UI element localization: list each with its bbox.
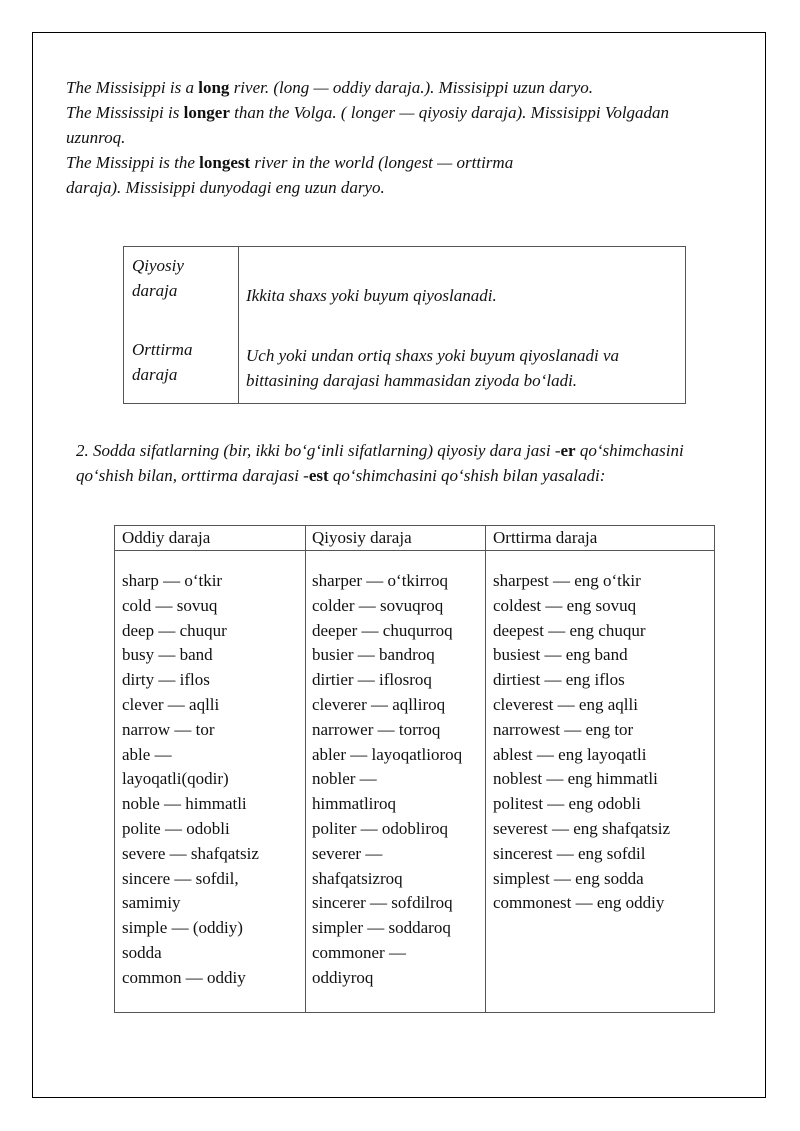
rule-text: qo‘shimchasini qo‘shish bilan, orttirma darajasi - [76, 441, 684, 485]
table-cell-line: dirtier — iflosroq [312, 670, 432, 690]
table-cell-line: deep — chuqur [122, 620, 227, 640]
column-divider [305, 526, 306, 1012]
table-cell-line: clever — aqlli [122, 694, 220, 714]
column-qiyosiy [312, 569, 462, 991]
table-cell-line: able — [122, 744, 172, 764]
definitions-table [123, 246, 686, 404]
example-text: The Missisippi is a [66, 78, 199, 97]
table-cell-line: severe — shafqatsiz [122, 843, 259, 863]
example-text: than the Volga. ( longer — qiyosiy daraja). Missisippi Volgadan uzunroq. [66, 103, 670, 147]
table-cell-line: politer — odobliroq [312, 818, 448, 838]
header-qiyosiy: Qiyosiy daraja [312, 528, 412, 547]
table-cell-line: shafqatsizroq [312, 868, 403, 888]
table-cell-line: himmatliroq [312, 794, 397, 814]
example-text: river in the world (longest — orttirma daraja). Missisippi dunyodagi eng uzun daryo. [66, 153, 514, 197]
table-cell-line: noble — himmatli [122, 794, 247, 814]
table-cell-line: narrowest — eng tor [493, 719, 634, 739]
table-cell-line: samimiy [122, 893, 181, 913]
table-cell-line: cleverer — aqlliroq [312, 694, 446, 714]
column-divider [485, 526, 486, 1012]
table-cell-line: dirty — iflos [122, 670, 210, 690]
table-cell-line: sodda [122, 942, 162, 962]
header-orttirma: Orttirma daraja [493, 528, 598, 547]
table-cell-line: simplest — eng sodda [493, 868, 644, 888]
table-cell-line: coldest — eng sovuq [493, 595, 637, 615]
table-cell-line: noblest — eng himmatli [493, 769, 658, 789]
table-cell-line: nobler — [312, 769, 377, 789]
rule-paragraph [76, 438, 696, 488]
definition-desc: Uch yoki undan ortiq shaxs yoki buyum qiyoslanadi va bittasining darajasi hammasidan ziyoda bo‘ladi. [246, 346, 619, 390]
suffix-est: est [308, 466, 329, 485]
table-cell-line: ablest — eng layoqatli [493, 744, 647, 764]
table-cell-line: oddiyroq [312, 967, 374, 987]
table-cell-line: cold — sovuq [122, 595, 218, 615]
table-cell-line: deeper — chuqurroq [312, 620, 453, 640]
table-cell-line: sincerer — sofdilroq [312, 893, 453, 913]
example-keyword: long [198, 78, 230, 97]
example-longest [66, 150, 566, 200]
table-cell-line: busier — bandroq [312, 645, 435, 665]
example-text: The Mississipi is [66, 103, 184, 122]
table-cell-line: abler — layoqatlioroq [312, 744, 463, 764]
table-cell-line: busiest — eng band [493, 645, 628, 665]
table-cell-line: common — oddiy [122, 967, 246, 987]
example-keyword: longer [183, 103, 230, 122]
table-cell-line: sincere — sofdil, [122, 868, 239, 888]
table-cell-line: simpler — soddaroq [312, 918, 451, 938]
table-cell-line: sharp — o‘tkir [122, 571, 223, 590]
table-cell-line: sincerest — eng sofdil [493, 843, 646, 863]
table-cell-line: colder — sovuqroq [312, 595, 444, 615]
example-longer [66, 100, 716, 150]
header-oddiy: Oddiy daraja [122, 528, 211, 547]
column-orttirma [493, 569, 670, 916]
table-divider [238, 247, 239, 403]
table-cell-line: politest — eng odobli [493, 794, 641, 814]
rule-text: qo‘shimchasini qo‘shish bilan yasaladi: [328, 466, 606, 485]
table-cell-line: sharper — o‘tkirroq [312, 571, 448, 590]
table-cell-line: sharpest — eng o‘tkir [493, 571, 641, 590]
table-cell-line: commonest — eng oddiy [493, 893, 665, 913]
table-cell-line: dirtiest — eng iflos [493, 670, 625, 690]
table-cell-line: deepest — eng chuqur [493, 620, 646, 640]
column-oddiy [122, 569, 259, 991]
table-cell-line: cleverest — eng aqlli [493, 694, 638, 714]
suffix-er: er [560, 441, 576, 460]
table-cell-line: narrower — torroq [312, 719, 441, 739]
example-text: The Missippi is the [66, 153, 200, 172]
rule-text: 2. Sodda sifatlarning (bir, ikki bo‘g‘inli sifatlarning) qiyosiy dara jasi - [76, 441, 561, 460]
definition-term: Orttirma daraja [132, 340, 193, 384]
table-cell-line: severer — [312, 843, 383, 863]
table-cell-line: severest — eng shafqatsiz [493, 818, 671, 838]
example-long [66, 75, 716, 100]
header-divider [115, 550, 714, 551]
intro-examples [66, 75, 716, 200]
table-cell-line: simple — (oddiy) [122, 918, 243, 938]
table-cell-line: narrow — tor [122, 719, 215, 739]
degrees-table [114, 525, 715, 1013]
table-cell-line: polite — odobli [122, 818, 230, 838]
example-text: river. (long — oddiy daraja.). Missisippi uzun daryo. [229, 78, 594, 97]
table-cell-line: commoner — [312, 942, 406, 962]
example-keyword: longest [199, 153, 251, 172]
definition-term: Qiyosiy daraja [132, 256, 184, 300]
table-cell-line: busy — band [122, 645, 213, 665]
definition-desc: Ikkita shaxs yoki buyum qiyoslanadi. [246, 286, 497, 305]
table-cell-line: layoqatli(qodir) [122, 769, 229, 789]
